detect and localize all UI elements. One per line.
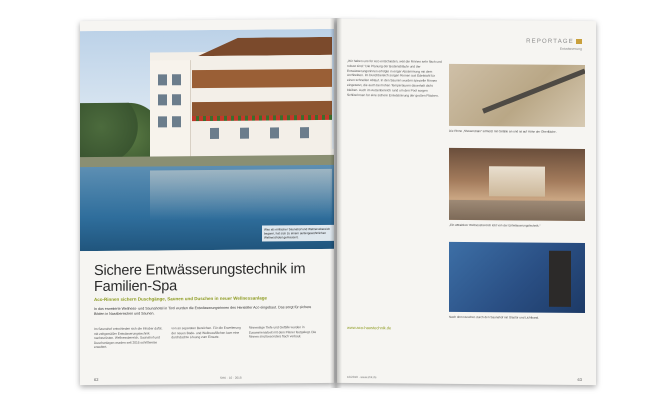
article-headline: Sichere Entwässerungstechnik im Familien-Spa <box>94 261 306 295</box>
left-page <box>80 19 334 385</box>
magazine-spread <box>80 20 596 386</box>
right-body-text: „Wir haben uns für Aco entschieden, weil die Rinnen sehr flach und robust sind.“ Die Planung der Bodenabläufe und der Entwässerungsrinnen erfolgte in enger Abstimmung mit dem Architekten. Im Duschbereich sorgen Rinnen aus Edelstahl für einen schnellen Ablauf. In den Saunen wurden spezielle Rinnen eingesetzt, die auch bei hohen Temperaturen dauerhaft dicht bleiben. Auch im Außenbereich rund um den Pool sorgen Schlitzrinnen für eine sichere Entwässerung der großen Flächen. <box>347 58 442 98</box>
shower-area-photo <box>449 242 585 313</box>
article-subhead: Aco-Rinnen sichern Duschgänge, Saunen und Duschen in neuer Wellnessanlage <box>94 295 267 302</box>
spa-interior-photo <box>449 148 585 221</box>
page-number-right: 63 <box>577 376 582 383</box>
section-label <box>526 39 582 46</box>
footer-left: SHK · 10 · 2018 <box>220 375 242 380</box>
body-columns <box>94 325 320 375</box>
right-page <box>337 19 596 385</box>
footer-right: 10/2018 · www.shk.de <box>347 374 377 380</box>
caption-2: „Ein attraktiver Wellnessbereich lebt von der Entwässerungstechnik.“ <box>449 222 541 228</box>
section-sublabel: Entwässerung <box>559 46 582 52</box>
body-column-3: Rinnenlage Tiefe und Gefälle wurden in Zusammenarbeit mit dem Planer festgelegt. Die Rinnen sind besonders flach verbaut. <box>248 325 317 339</box>
section-marker-icon <box>576 39 582 44</box>
caption-1: Die Rinne „Showerdrain“ schließt mit Gefälle an und ist auf Höhe der Oberfläche. <box>449 128 557 134</box>
photo-caption: Was als einfacher Saunahof und Wellnessbereich begann, hat sich zu einem außergewöhnlichen Wellnesshotel gemausert. <box>262 225 334 242</box>
body-column-1: Im Saunahof entschieden sich die Inhaber dafür, mit zeitgemäßer Entwässerungstechnik nachzurüsten. Wellnessbereich, Saunahof und Duschanlagen wurden seit 2016 schrittweise erweitert. <box>94 326 163 350</box>
section-title: REPORTAGE <box>526 38 574 46</box>
website-url: www.aco-haustechnik.de <box>347 324 392 331</box>
caption-3: Nach dem Duschen durch den Saunahof mit Glastür und Lichtband. <box>449 314 540 320</box>
spine-shadow <box>330 18 342 388</box>
article-intro: In das erweiterte Wellness- und Saunahotel in Tirol wurden die Entwässerungsrinnen des Hersteller Aco eingebaut. Das sorgt für sichere Böden in Nassbereichen und Saunen. <box>94 305 312 316</box>
body-column-2: von an separaten Bereichen. Für die Erweiterung der neuen Bade- und Wellnessflächen kam eine durchdachte Lösung zum Einsatz. <box>171 325 241 340</box>
floor-drain-photo <box>449 64 585 127</box>
page-number-left: 62 <box>94 376 99 382</box>
hotel-pool-photo <box>80 29 334 251</box>
